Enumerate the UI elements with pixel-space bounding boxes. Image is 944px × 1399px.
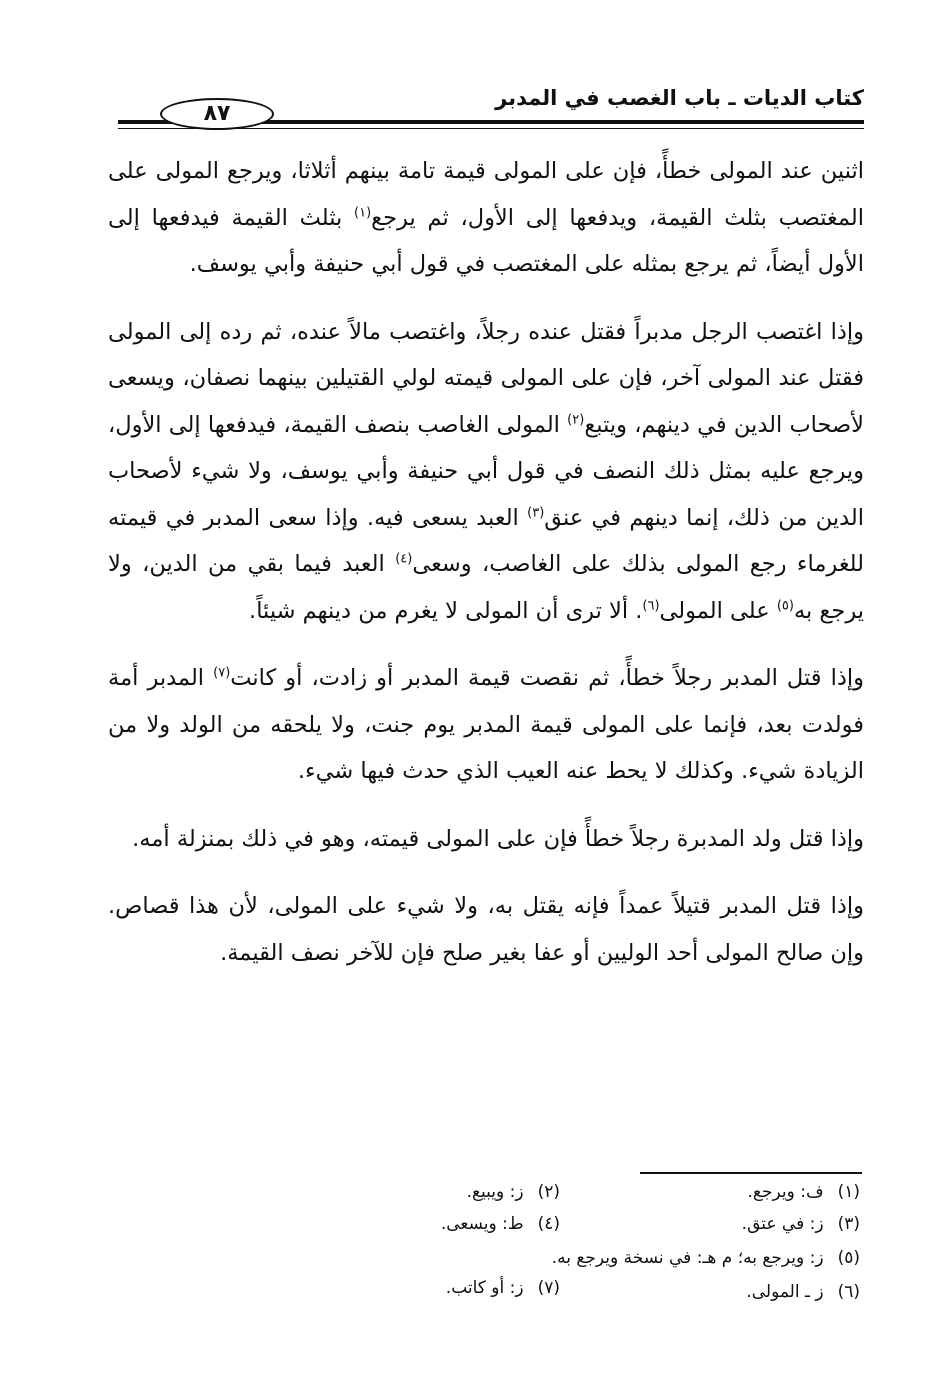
footnote [446, 1278, 560, 1298]
footnote-marker: (٢) [567, 412, 585, 427]
paragraph-text: المولى الغاصب بنصف القيمة، فيدفعها إلى الأول، ويرجع عليه بمثل ذلك النصف في قول أبي حنيفة وأبي يوسف، ولا شيء لأصحاب الدين من ذلك، إنما دينهم في عنق [108, 411, 864, 531]
footnote-text: ف: ويرجع. [747, 1182, 824, 1202]
footnote-marker: (٦) [642, 598, 660, 613]
footnote [552, 1248, 860, 1268]
paragraph-text: وإذا قتل المدبر قتيلاً عمداً فإنه يقتل به، ولا شيء على المولى، لأن هذا قصاص. وإن صالح المولى أحد الوليين أو عفا بغير صلح فإن للآخر نصف القيمة. [108, 893, 864, 966]
footnote [742, 1214, 860, 1234]
header-title: كتاب الديات ـ باب الغصب في المدبر [495, 86, 864, 110]
paragraph-text: العبد فيما بقي من الدين، ولا يرجع به [108, 551, 864, 624]
footnote-marker: (٥) [776, 598, 794, 613]
footnote-number: (٤) [537, 1214, 560, 1234]
paragraph-text: العبد يسعى فيه. وإذا سعى المدبر في قيمته للغرماء رجع المولى بذلك على الغاصب، وسعى [108, 504, 864, 577]
footnote-text: ز: ويبيع. [466, 1182, 524, 1202]
footnote-number: (١) [837, 1182, 860, 1202]
paragraph-text: المدبر أمة فولدت بعد، فإنما على المولى قيمة المدبر يوم جنت، ولا يلحقه من الولد ولا من الزيادة شيء. وكذلك لا يحط عنه العيب الذي حدث فيها شيء. [108, 665, 864, 784]
paragraph-text: وإذا قتل ولد المدبرة رجلاً خطأً فإن على المولى قيمته، وهو في ذلك بمنزلة أمه. [132, 825, 864, 852]
footnote-text: ط: ويسعى. [440, 1214, 524, 1234]
footnote-text: ز ـ المولى. [746, 1282, 824, 1302]
footnote-text: ز: أو كاتب. [445, 1278, 524, 1298]
paragraph [108, 309, 864, 635]
paragraph-text: بثلث القيمة فيدفعها إلى الأول أيضاً، ثم يرجع بمثله على المغتصب في قول أبي حنيفة وأبي يوسف. [108, 204, 864, 277]
footnote-number: (٦) [837, 1282, 860, 1302]
paragraph-text: . ألا ترى أن المولى لا يغرم من دينهم شيئاً. [249, 597, 643, 624]
footnote-marker: (٧) [213, 665, 231, 681]
paragraph-text: وإذا اغتصب الرجل مدبراً فقتل عنده رجلاً، واغتصب مالاً عنده، ثم رده إلى المولى فقتل عند المولى آخر، فإن على المولى قيمته لولي القتيلين بينهما نصفان، ويسعى لأصحاب الدين في دينهم، ويتبع [108, 318, 864, 438]
footnote-number: (٣) [837, 1214, 860, 1234]
running-header [118, 80, 864, 130]
footnote-text: ز: ويرجع به؛ م هـ: في نسخة ويرجع به. [551, 1248, 824, 1268]
page-number: ٨٧ [160, 98, 274, 130]
paragraph [108, 148, 864, 288]
footnote-number: (٢) [537, 1182, 560, 1202]
footnote [746, 1282, 860, 1302]
main-text [108, 148, 864, 997]
footnote-marker: (١) [354, 205, 372, 220]
footnote [467, 1182, 560, 1202]
footnote [748, 1182, 860, 1202]
paragraph [108, 883, 864, 976]
footnote-number: (٧) [537, 1278, 560, 1298]
footnote-marker: (٣) [527, 505, 545, 520]
paragraph [108, 816, 864, 863]
paragraph-text: اثنين عند المولى خطأً، فإن على المولى قيمة تامة بينهم أثلاثا، ويرجع المولى على المغتصب بثلث القيمة، ويدفعها إلى الأول، ثم يرجع [108, 158, 864, 231]
footnote [441, 1214, 560, 1234]
paragraph [108, 655, 864, 795]
footnote-marker: (٤) [395, 551, 413, 567]
footnote-number: (٥) [837, 1248, 860, 1268]
footnote-divider [640, 1172, 862, 1174]
paragraph-text: وإذا قتل المدبر رجلاً خطأً، ثم نقصت قيمة المدبر أو زادت، أو كانت [230, 665, 864, 691]
paragraph-text: على المولى [659, 597, 777, 624]
footnote-text: ز: في عتق. [741, 1214, 824, 1234]
footnotes [290, 1182, 860, 1332]
